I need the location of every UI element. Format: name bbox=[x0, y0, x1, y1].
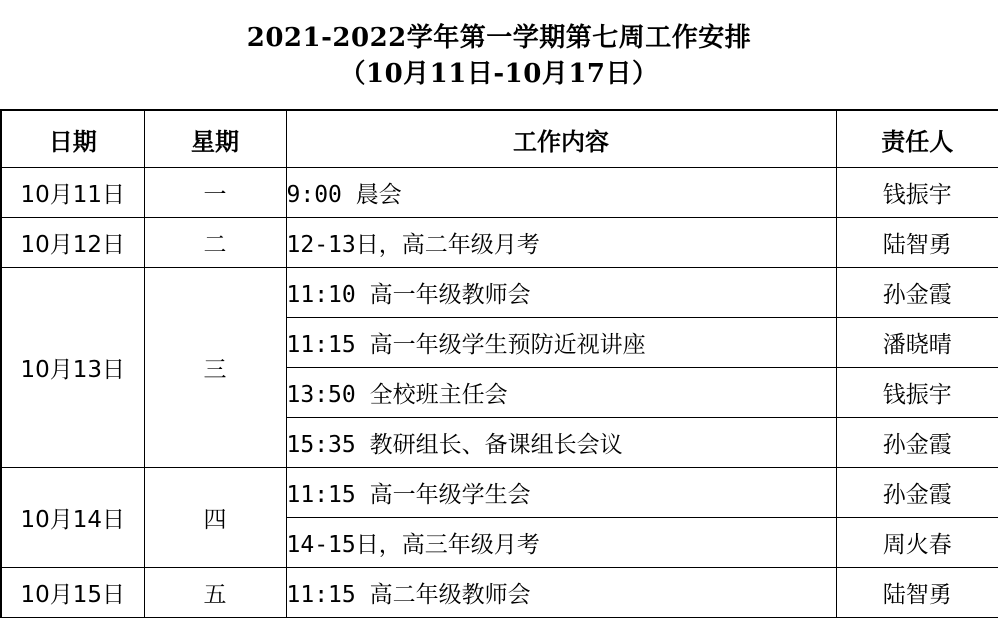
header-responsible: 责任人 bbox=[836, 110, 998, 168]
task-content-cell: 11:15 高一年级学生预防近视讲座 bbox=[286, 318, 836, 368]
date-range-subtitle: （10月11日-10月17日） bbox=[339, 59, 659, 89]
task-content-cell: 12-13日，高二年级月考 bbox=[286, 218, 836, 268]
responsible-person-cell: 陆智勇 bbox=[836, 568, 998, 618]
task-content-cell: 9:00 晨会 bbox=[286, 168, 836, 218]
header-weekday: 星期 bbox=[144, 110, 286, 168]
responsible-person-cell: 钱振宇 bbox=[836, 368, 998, 418]
date-cell: 10月13日 bbox=[1, 268, 144, 468]
weekday-cell: 五 bbox=[144, 568, 286, 618]
responsible-person-cell: 孙金霞 bbox=[836, 268, 998, 318]
responsible-person-cell: 孙金霞 bbox=[836, 418, 998, 468]
date-cell: 10月15日 bbox=[1, 568, 144, 618]
table-row bbox=[1, 168, 998, 218]
weekday-cell: 四 bbox=[144, 468, 286, 568]
table-row bbox=[1, 468, 998, 518]
task-content-cell: 11:15 高二年级教师会 bbox=[286, 568, 836, 618]
weekday-cell: 二 bbox=[144, 218, 286, 268]
date-cell: 10月11日 bbox=[1, 168, 144, 218]
header-content: 工作内容 bbox=[286, 110, 836, 168]
table-row bbox=[1, 568, 998, 618]
task-content-cell: 14-15日，高三年级月考 bbox=[286, 518, 836, 568]
date-cell: 10月12日 bbox=[1, 218, 144, 268]
header-date: 日期 bbox=[1, 110, 144, 168]
task-content-cell: 11:10 高一年级教师会 bbox=[286, 268, 836, 318]
task-content-cell: 11:15 高一年级学生会 bbox=[286, 468, 836, 518]
date-cell: 10月14日 bbox=[1, 468, 144, 568]
responsible-person-cell: 孙金霞 bbox=[836, 468, 998, 518]
responsible-person-cell: 潘晓晴 bbox=[836, 318, 998, 368]
responsible-person-cell: 周火春 bbox=[836, 518, 998, 568]
weekday-cell: 一 bbox=[144, 168, 286, 218]
weekday-cell: 三 bbox=[144, 268, 286, 468]
table-row bbox=[1, 268, 998, 318]
table-row bbox=[1, 218, 998, 268]
schedule-table bbox=[0, 109, 998, 618]
header-row bbox=[1, 110, 998, 168]
task-content-cell: 15:35 教研组长、备课组长会议 bbox=[286, 418, 836, 468]
responsible-person-cell: 钱振宇 bbox=[836, 168, 998, 218]
task-content-cell: 13:50 全校班主任会 bbox=[286, 368, 836, 418]
document-title: 2021-2022学年第一学期第七周工作安排 bbox=[246, 23, 752, 53]
responsible-person-cell: 陆智勇 bbox=[836, 218, 998, 268]
title-block bbox=[0, 0, 998, 109]
